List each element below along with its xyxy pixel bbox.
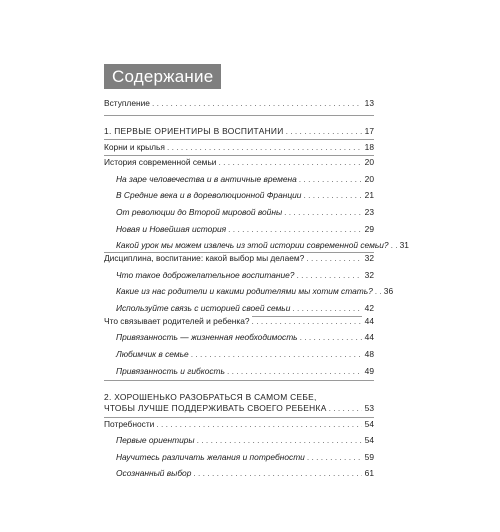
toc-subentry[interactable] <box>116 190 374 201</box>
dot-leader <box>252 316 362 327</box>
toc-entry-page: 59 <box>362 452 374 463</box>
dot-leader <box>329 403 362 414</box>
dot-leader <box>303 190 361 201</box>
toc-entry-title: Используйте связь с историей своей семьи <box>116 303 291 313</box>
dot-leader <box>296 270 361 281</box>
toc-entry-page: 31 <box>397 240 409 251</box>
dot-leader <box>292 303 361 314</box>
toc-entry-title: Первые ориентиры <box>116 435 195 445</box>
toc-subentry[interactable] <box>116 224 374 235</box>
toc-entry-page: 32 <box>362 270 374 281</box>
toc-entry-page: 54 <box>362 435 374 446</box>
divider <box>104 417 374 418</box>
dot-leader <box>193 468 361 479</box>
toc-entry[interactable] <box>104 419 374 430</box>
toc-entry-page: 17 <box>362 126 374 137</box>
divider <box>104 115 374 116</box>
toc-entry-page: 20 <box>362 157 374 168</box>
toc-entry-title: Какие из нас родители и какими родителями мы хотим стать? <box>116 286 373 296</box>
toc-subentry[interactable] <box>116 468 374 479</box>
toc-entry[interactable] <box>104 98 374 109</box>
toc-subentry[interactable] <box>116 240 409 251</box>
divider <box>104 155 374 156</box>
toc-entry-title: Что связывает родителей и ребенка? <box>104 316 250 326</box>
dot-leader <box>191 349 362 360</box>
dot-leader <box>167 142 362 153</box>
toc-subentry[interactable] <box>116 207 374 218</box>
toc-entry-page: 48 <box>362 349 374 360</box>
toc-entry-page: 21 <box>362 190 374 201</box>
toc-subentry[interactable] <box>116 174 374 185</box>
dot-leader <box>284 207 362 218</box>
toc-entry-title-continued: ЧТОБЫ ЛУЧШЕ ПОДДЕРЖИВАТЬ СВОЕГО РЕБЕНКА <box>104 403 327 413</box>
dot-leader <box>286 126 362 137</box>
dot-leader <box>307 452 362 463</box>
dot-leader <box>228 224 362 235</box>
toc-entry-title: Вступление <box>104 98 150 108</box>
toc-subentry[interactable] <box>116 452 374 463</box>
toc-entry-page: 32 <box>362 253 374 264</box>
toc-entry-page: 36 <box>381 286 393 297</box>
toc-entry-title: Потребности <box>104 419 155 429</box>
toc-subentry[interactable] <box>116 435 374 446</box>
toc-entry-title: Привязанность — жизненная необходимость <box>116 332 298 342</box>
dot-leader <box>152 98 362 109</box>
toc-entry-title: Новая и Новейшая история <box>116 224 227 234</box>
toc-entry[interactable] <box>104 142 374 153</box>
toc-entry-page: 54 <box>362 419 374 430</box>
toc-entry-page: 44 <box>362 332 374 343</box>
toc-subentry[interactable] <box>116 349 374 360</box>
toc-entry-page: 29 <box>362 224 374 235</box>
toc-entry-title: Научитесь различать желания и потребности <box>116 452 305 462</box>
toc-entry-title: 2. ХОРОШЕНЬКО РАЗОБРАТЬСЯ В САМОМ СЕБЕ, <box>104 392 317 402</box>
toc-entry-page: 18 <box>362 142 374 153</box>
toc-entry[interactable] <box>104 157 374 168</box>
toc-entry-page: 20 <box>362 174 374 185</box>
toc-entry-page: 23 <box>362 207 374 218</box>
toc-subentry[interactable] <box>116 303 374 314</box>
toc-entry-page: 53 <box>362 403 374 414</box>
toc-entry-title: Корни и крылья <box>104 142 165 152</box>
toc-entry-page: 13 <box>362 98 374 109</box>
toc-chapter[interactable] <box>104 392 374 414</box>
toc-subentry[interactable] <box>116 286 394 297</box>
toc-entry[interactable] <box>104 253 374 264</box>
dot-leader <box>306 253 361 264</box>
toc-entry-title: Любимчик в семье <box>116 349 189 359</box>
toc-entry-page: 42 <box>362 303 374 314</box>
toc-subentry[interactable] <box>116 270 374 281</box>
dot-leader <box>156 419 361 430</box>
toc-entry-title: Привязанность и гибкость <box>116 366 225 376</box>
dot-leader <box>197 435 362 446</box>
toc-entry-page: 49 <box>362 366 374 377</box>
toc-entry-title: От революции до Второй мировой войны <box>116 207 283 217</box>
dot-leader <box>300 332 362 343</box>
dot-leader <box>299 174 362 185</box>
toc-chapter[interactable] <box>104 126 374 137</box>
toc-subentry[interactable] <box>116 332 374 343</box>
toc-entry-title: История современной семьи <box>104 157 217 167</box>
toc-entry-title: На заре человечества и в античные времена <box>116 174 297 184</box>
dot-leader <box>227 366 362 377</box>
divider <box>104 380 374 381</box>
dot-leader <box>218 157 361 168</box>
toc-heading: Содержание <box>104 64 221 89</box>
divider <box>104 139 374 140</box>
toc-entry[interactable] <box>104 316 374 327</box>
toc-entry-title: Какой урок мы можем извлечь из этой истории современной семьи? <box>116 240 389 250</box>
toc-entry-title: 1. ПЕРВЫЕ ОРИЕНТИРЫ В ВОСПИТАНИИ <box>104 126 284 136</box>
toc-entry-title: Что такое доброжелательное воспитание? <box>116 270 295 280</box>
toc-entry-title: В Средние века и в дореволюционной Франции <box>116 190 302 200</box>
toc-entry-page: 61 <box>362 468 374 479</box>
toc-entry-page: 44 <box>362 316 374 327</box>
toc-entry-title: Осознанный выбор <box>116 468 192 478</box>
toc-entry-title: Дисциплина, воспитание: какой выбор мы делаем? <box>104 253 305 263</box>
toc-subentry[interactable] <box>116 366 374 377</box>
